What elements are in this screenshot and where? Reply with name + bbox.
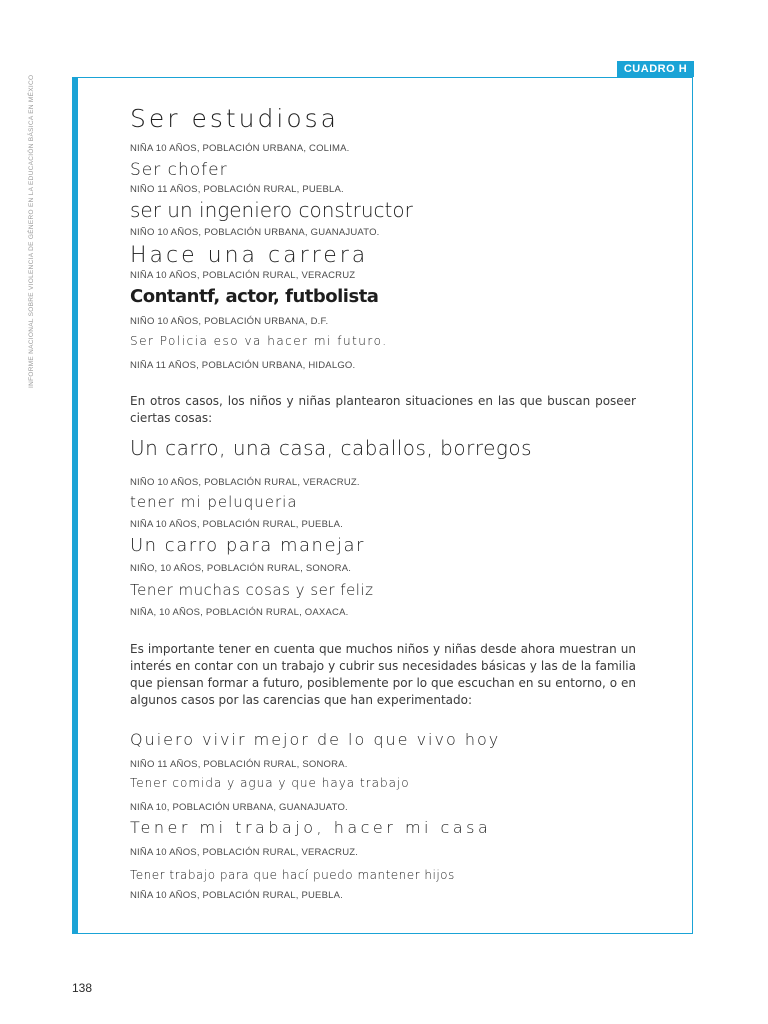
handwritten-quote: Hace una carrera bbox=[130, 243, 369, 268]
page-number: 138 bbox=[72, 981, 93, 995]
handwritten-quote: Un carro, una casa, caballos, borregos bbox=[130, 436, 533, 460]
quote-caption: NIÑA, 10 AÑOS, POBLACIÓN RURAL, OAXACA. bbox=[130, 607, 349, 618]
body-paragraph: En otros casos, los niños y niñas plantearon situaciones en las que buscan poseer ciertas cosas: bbox=[130, 394, 636, 425]
handwritten-quote: Quiero vivir mejor de lo que vivo hoy bbox=[130, 730, 501, 749]
quote-caption: NIÑO 10 AÑOS, POBLACIÓN URBANA, D.F. bbox=[130, 316, 329, 327]
quote-caption: NIÑA 10, POBLACIÓN URBANA, GUANAJUATO. bbox=[130, 802, 348, 813]
box-label: CUADRO H bbox=[617, 61, 694, 77]
quote-caption: NIÑO, 10 AÑOS, POBLACIÓN RURAL, SONORA. bbox=[130, 563, 352, 574]
handwritten-quote: Tener trabajo para que hací puedo mantener hijos bbox=[130, 868, 455, 882]
handwritten-quote: Tener muchas cosas y ser feliz bbox=[130, 581, 374, 599]
quote-caption: NIÑA 10 AÑOS, POBLACIÓN URBANA, COLIMA. bbox=[130, 143, 350, 154]
handwritten-quote: tener mi peluqueria bbox=[130, 493, 298, 511]
handwritten-quote: Tener comida y agua y que haya trabajo bbox=[130, 776, 410, 790]
quote-caption: NIÑO 10 AÑOS, POBLACIÓN URBANA, GUANAJUATO. bbox=[130, 227, 380, 238]
handwritten-quote: Ser estudiosa bbox=[130, 104, 339, 133]
quote-caption: NIÑO 11 AÑOS, POBLACIÓN RURAL, PUEBLA. bbox=[130, 184, 344, 195]
quote-caption: NIÑA 10 AÑOS, POBLACIÓN RURAL, VERACRUZ bbox=[130, 270, 356, 281]
body-paragraph: Es importante tener en cuenta que muchos niños y niñas desde ahora muestran un interés en contar con un trabajo y cubrir sus necesidades básicas y las de la familia que piensan formar a futuro, posiblemente por lo que escuchan en su entorno, o en algunos casos por las carencias que han experimentado: bbox=[130, 642, 636, 707]
quote-caption: NIÑO 10 AÑOS, POBLACIÓN RURAL, VERACRUZ. bbox=[130, 477, 360, 488]
quote-caption: NIÑA 10 AÑOS, POBLACIÓN RURAL, PUEBLA. bbox=[130, 890, 343, 901]
handwritten-quote: Un carro para manejar bbox=[130, 535, 365, 556]
handwritten-quote: Tener mi trabajo, hacer mi casa bbox=[130, 818, 492, 837]
handwritten-quote: ser un ingeniero constructor bbox=[130, 198, 413, 222]
quote-caption: NIÑA 10 AÑOS, POBLACIÓN RURAL, VERACRUZ. bbox=[130, 847, 359, 858]
quote-caption: NIÑA 10 AÑOS, POBLACIÓN RURAL, PUEBLA. bbox=[130, 519, 343, 530]
quote-caption: NIÑA 11 AÑOS, POBLACIÓN URBANA, HIDALGO. bbox=[130, 360, 356, 371]
side-running-header: INFORME NACIONAL SOBRE VIOLENCIA DE GÉNERO EN LA EDUCACIÓN BÁSICA EN MÉXICO bbox=[28, 75, 35, 389]
handwritten-quote: Ser chofer bbox=[130, 160, 228, 180]
quote-caption: NIÑO 11 AÑOS, POBLACIÓN RURAL, SONORA. bbox=[130, 759, 348, 770]
handwritten-quote: Contantf, actor, futbolista bbox=[130, 286, 379, 307]
handwritten-quote: Ser Policia eso va hacer mi futuro. bbox=[130, 334, 388, 348]
